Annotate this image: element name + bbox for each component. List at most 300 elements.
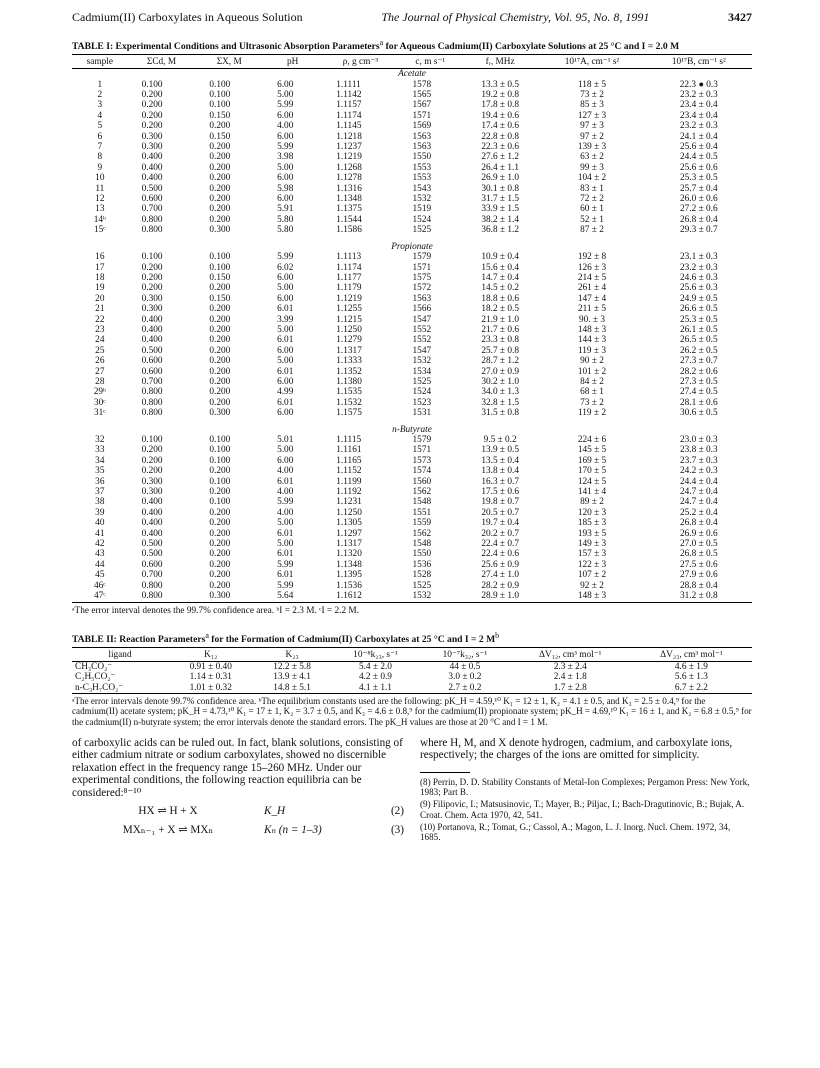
table-cell: 118 ± 5 xyxy=(577,79,606,90)
table-cell: 5.01 xyxy=(277,435,294,445)
table-row xyxy=(72,273,752,283)
table-cell: 28.2 ± 0.6 xyxy=(679,366,718,377)
table-cell: 1.1395 xyxy=(336,570,362,581)
table-cell: 25.7 ± 0.4 xyxy=(679,183,718,194)
table-cell: 32 xyxy=(95,435,105,445)
group-heading: Propionate xyxy=(391,241,433,252)
table-cell: 1.1250 xyxy=(336,324,362,335)
table-cell: 24.2 ± 0.3 xyxy=(679,466,718,477)
table2-caption xyxy=(72,630,752,645)
table-cell: 1.1544 xyxy=(336,214,362,225)
table-cell: 17.5 ± 0.6 xyxy=(481,487,519,498)
table-cell: 1534 xyxy=(412,366,432,377)
table-cell: 1551 xyxy=(412,507,432,518)
table-cell: 0.600 xyxy=(141,194,163,205)
table-cell: 26.6 ± 0.5 xyxy=(679,304,718,315)
table-row xyxy=(72,80,752,90)
table-cell: 1553 xyxy=(412,173,432,184)
table-cell: 0.800 xyxy=(141,214,163,225)
table-cell: 1574 xyxy=(412,466,432,477)
table-cell: 0.800 xyxy=(141,397,163,408)
table-cell: 13 xyxy=(95,204,105,215)
table-row xyxy=(72,529,752,539)
table-cell: 4.99 xyxy=(277,387,294,398)
table-cell: 38 xyxy=(95,497,105,508)
table1-header-cell: ΣX, M xyxy=(195,55,263,69)
table-cell: 5.99 xyxy=(277,142,294,153)
table-cell: 5.80 xyxy=(277,225,294,236)
table2 xyxy=(72,647,752,694)
table-cell: 87 ± 2 xyxy=(580,225,604,236)
page-number: 3427 xyxy=(728,10,752,24)
table-cell: 0.700 xyxy=(141,204,163,215)
table-cell: 0.800 xyxy=(141,225,163,236)
table-cell: 24.7 ± 0.4 xyxy=(679,487,718,498)
table-cell: 15.6 ± 0.4 xyxy=(481,262,519,273)
table-cell: 144 ± 3 xyxy=(577,335,607,346)
table-cell: 1.1192 xyxy=(336,487,362,498)
table-cell: 6.00 xyxy=(277,455,294,466)
table-cell: 1536 xyxy=(412,559,432,570)
table-cell: 99 ± 3 xyxy=(580,162,604,173)
table-row xyxy=(72,539,752,549)
table-cell: 170 ± 5 xyxy=(577,466,607,477)
table1-header-cell: fᵣ, MHz xyxy=(462,55,538,69)
table-cell: 0.200 xyxy=(209,528,231,539)
table-cell: 0.150 xyxy=(209,293,231,304)
table-cell: 27.5 ± 0.6 xyxy=(679,559,718,570)
table-cell: 149 ± 3 xyxy=(577,539,607,550)
table-cell: 13.8 ± 0.4 xyxy=(481,466,519,477)
table-row xyxy=(72,335,752,345)
table-cell: 0.700 xyxy=(141,376,163,387)
table-cell: n-C₃H₇CO₂⁻ xyxy=(75,682,124,693)
table-cell: 148 ± 3 xyxy=(577,324,607,335)
table-cell: 24.7 ± 0.4 xyxy=(679,497,718,508)
table-cell: 44 xyxy=(95,559,105,570)
table-cell: 0.200 xyxy=(209,204,231,215)
table-row xyxy=(72,445,752,455)
table-cell: 0.200 xyxy=(209,539,231,550)
table-cell: 89 ± 2 xyxy=(580,497,604,508)
table-cell: 4.6 ± 1.9 xyxy=(674,661,708,672)
table-cell: 17.8 ± 0.8 xyxy=(481,100,519,111)
table-row xyxy=(72,466,752,476)
table-cell: 17.4 ± 0.6 xyxy=(481,121,519,132)
table-cell: 19.7 ± 0.4 xyxy=(481,518,519,529)
table-cell: 1553 xyxy=(412,162,432,173)
table-cell: 119 ± 2 xyxy=(577,408,606,419)
table-cell: 5.00 xyxy=(277,518,294,529)
table-cell: 1.1348 xyxy=(336,559,362,570)
equation-3-constant: Kₙ (n = 1–3) xyxy=(264,823,322,836)
table-cell: 92 ± 2 xyxy=(580,580,604,591)
table-cell: 0.200 xyxy=(209,152,231,163)
table-row xyxy=(72,163,752,173)
table-cell: 4.00 xyxy=(277,121,294,132)
group-heading-row xyxy=(72,69,752,80)
table-cell: CH₃CO₂⁻ xyxy=(75,661,113,672)
table1-header-row xyxy=(72,55,752,69)
table-cell: 18 xyxy=(95,272,105,283)
table-cell: 18.8 ± 0.6 xyxy=(481,293,519,304)
table-cell: 25 xyxy=(95,345,105,356)
table-cell: 97 ± 3 xyxy=(580,121,604,132)
table-cell: 12.2 ± 5.8 xyxy=(273,661,311,672)
table-cell: 0.200 xyxy=(209,376,231,387)
table-cell: 0.200 xyxy=(209,183,231,194)
table-cell: 6.01 xyxy=(277,528,294,539)
table-cell: 6.01 xyxy=(277,570,294,581)
table-cell: 0.600 xyxy=(141,559,163,570)
table-cell: 6.00 xyxy=(277,345,294,356)
table-row xyxy=(72,173,752,183)
table-cell: 0.100 xyxy=(209,90,231,100)
table-cell: 1.1219 xyxy=(336,152,362,163)
table2-title: Reaction Parameters xyxy=(119,633,206,645)
table-cell: 34.0 ± 1.3 xyxy=(481,387,519,398)
table-cell: 28.2 ± 0.9 xyxy=(481,580,519,591)
table-cell: 6.00 xyxy=(277,173,294,184)
table-cell: 44 ± 0.5 xyxy=(449,661,481,672)
table-cell: 90. ± 3 xyxy=(578,314,605,325)
table-cell: 1562 xyxy=(412,528,432,539)
table-cell: 147 ± 4 xyxy=(577,293,607,304)
table-cell: 0.200 xyxy=(209,366,231,377)
table-cell: 14.5 ± 0.2 xyxy=(481,283,519,294)
table-cell: 22.3 ± 0.6 xyxy=(481,142,519,153)
table-cell: 46ᶜ xyxy=(93,580,106,591)
table-cell: 27.4 ± 1.0 xyxy=(481,570,519,581)
table-cell: 0.150 xyxy=(209,272,231,283)
table-cell: 27.9 ± 0.6 xyxy=(679,570,718,581)
table-cell: 1550 xyxy=(412,152,432,163)
table-cell: 145 ± 5 xyxy=(577,445,607,456)
table-cell: 7 xyxy=(97,142,103,153)
table-cell: 24.9 ± 0.5 xyxy=(679,293,718,304)
table-cell: 0.200 xyxy=(209,397,231,408)
table-cell: 0.200 xyxy=(141,466,163,477)
table-cell: 6.01 xyxy=(277,304,294,315)
table-cell: 1.1174 xyxy=(336,262,362,273)
table-cell: 2 xyxy=(97,90,103,100)
table-cell: 10.9 ± 0.4 xyxy=(481,252,519,263)
table-cell: 1562 xyxy=(412,487,432,498)
table-cell: 60 ± 1 xyxy=(580,204,604,215)
table1-header-cell: ρ, g cm⁻³ xyxy=(322,55,398,69)
right-paragraph: where H, M, and X denote hydrogen, cadmium, and carboxylate ions, respectively; the charges of the ions are omitted for simplicity. xyxy=(420,736,733,762)
table-cell: 1.1352 xyxy=(336,366,362,377)
table-cell: 26.0 ± 0.6 xyxy=(679,194,718,205)
table-cell: 31.7 ± 1.5 xyxy=(481,194,519,205)
table-cell: 0.300 xyxy=(141,304,163,315)
table-cell: 27 xyxy=(95,366,105,377)
table2-body xyxy=(72,661,752,693)
table-cell: 26.5 ± 0.5 xyxy=(679,335,718,346)
table-row xyxy=(72,591,752,602)
table-cell: 107 ± 2 xyxy=(577,570,607,581)
table-cell: 1566 xyxy=(412,304,432,315)
table1-caption-sup: a xyxy=(379,38,384,47)
table2-header-cell: ΔV₁₂, cm³ mol⁻¹ xyxy=(510,647,631,661)
table-cell: 1.1145 xyxy=(336,121,362,132)
table-cell: 6.00 xyxy=(277,110,294,121)
table-cell: 0.200 xyxy=(141,90,163,100)
table-cell: 1569 xyxy=(412,121,432,132)
table-cell: 0.700 xyxy=(141,570,163,581)
table-cell: 13.5 ± 0.4 xyxy=(481,455,519,466)
table-cell: 24 xyxy=(95,335,105,346)
table-cell: 1519 xyxy=(412,204,432,215)
table-cell: 8 xyxy=(97,152,103,163)
table-cell: 0.800 xyxy=(141,387,163,398)
equation-2-number: (2) xyxy=(390,805,404,818)
group-heading-row xyxy=(72,425,752,435)
table-cell: 1.1255 xyxy=(336,304,362,315)
table-cell: 1.1317 xyxy=(336,345,362,356)
table-cell: 126 ± 3 xyxy=(577,262,607,273)
table-cell: 1578 xyxy=(412,79,432,90)
table-cell: 27.2 ± 0.6 xyxy=(679,204,718,215)
table-cell: 0.200 xyxy=(141,110,163,121)
table-cell: 6.00 xyxy=(277,79,294,90)
table-row xyxy=(72,672,752,682)
table-cell: 0.300 xyxy=(209,408,231,419)
table-cell: 23.2 ± 0.3 xyxy=(679,121,718,132)
table-cell: 139 ± 3 xyxy=(577,142,607,153)
table-cell: 0.91 ± 0.40 xyxy=(189,661,232,672)
equation-3 xyxy=(72,824,404,837)
table-cell: 0.100 xyxy=(209,79,231,90)
table-cell: 4.00 xyxy=(277,466,294,477)
running-header xyxy=(72,10,752,28)
table-cell: 1.1115 xyxy=(336,435,362,445)
table2-header-row xyxy=(72,647,752,661)
table-cell: 1.1348 xyxy=(336,194,362,205)
table-cell: 3 xyxy=(97,100,103,111)
table-cell: 1.14 ± 0.31 xyxy=(189,672,232,683)
table-cell: 26.4 ± 1.1 xyxy=(481,162,519,173)
table2-header-cell: K₁₂ xyxy=(168,647,253,661)
table-row xyxy=(72,435,752,445)
table-cell: 0.400 xyxy=(141,162,163,173)
table-cell: 25.6 ± 0.6 xyxy=(679,162,718,173)
table-cell: 39 xyxy=(95,507,105,518)
table-cell: 0.100 xyxy=(141,252,163,263)
table-cell: 25.7 ± 0.8 xyxy=(481,345,519,356)
table-cell: 27.0 ± 0.5 xyxy=(679,539,718,550)
table-cell: 26.1 ± 0.5 xyxy=(679,324,718,335)
table-cell: 3.98 xyxy=(277,152,294,163)
table-cell: 1547 xyxy=(412,345,432,356)
group-heading: n-Butyrate xyxy=(392,424,432,435)
table-cell: 22 xyxy=(95,314,105,325)
table-cell: 5.98 xyxy=(277,183,294,194)
table-row xyxy=(72,570,752,580)
table-cell: 27.6 ± 1.2 xyxy=(481,152,519,163)
table-cell: 1547 xyxy=(412,314,432,325)
table-row xyxy=(72,304,752,314)
table-cell: 23.7 ± 0.3 xyxy=(679,455,718,466)
table-cell: 14.8 ± 5.1 xyxy=(273,682,311,693)
table-cell: 73 ± 2 xyxy=(580,90,604,100)
table-cell: 34 xyxy=(95,455,105,466)
table-cell: 1567 xyxy=(412,100,432,111)
table-cell: 27.3 ± 0.5 xyxy=(679,376,718,387)
table-cell: 0.400 xyxy=(141,173,163,184)
table-cell: 1.1279 xyxy=(336,335,362,346)
table2-header-cell: K₂₃ xyxy=(253,647,330,661)
table-cell: 1.1575 xyxy=(336,408,362,419)
table-row xyxy=(72,549,752,559)
table-cell: 25.6 ± 0.4 xyxy=(679,142,718,153)
table-cell: 0.200 xyxy=(141,445,163,456)
table-cell: 30ᶜ xyxy=(93,397,106,408)
table-cell: 0.200 xyxy=(209,214,231,225)
table-cell: 0.200 xyxy=(209,518,231,529)
table-cell: 0.200 xyxy=(209,194,231,205)
body-columns xyxy=(72,737,752,845)
table2-caption-sup2: b xyxy=(495,630,500,640)
running-title: Cadmium(II) Carboxylates in Aqueous Solution xyxy=(72,10,303,24)
table-cell: 1.1113 xyxy=(336,252,362,263)
equation-2-formula: HX ⇌ H + X xyxy=(138,805,198,818)
table-cell: 0.600 xyxy=(141,366,163,377)
table-cell: 120 ± 3 xyxy=(577,507,607,518)
table-row xyxy=(72,132,752,142)
reference-9: (9) Filipovic, I.; Matsusinovic, T.; Mayer, B.; Piljac, I.; Bach-Dragutinovic, B.; Bujak, A. Croat. Chem. Acta 1970, 42, 541. xyxy=(420,799,745,820)
table-cell: 1.1111 xyxy=(336,79,361,90)
table-cell: 31ᶜ xyxy=(93,408,106,419)
table-cell: 5.80 xyxy=(277,214,294,225)
table-cell: 0.150 xyxy=(209,131,231,142)
table-row xyxy=(72,683,752,694)
table-cell: 169 ± 5 xyxy=(577,455,607,466)
table-cell: 29.3 ± 0.7 xyxy=(679,225,718,236)
table-cell: 1548 xyxy=(412,539,432,550)
table-row xyxy=(72,121,752,131)
table-cell: 6.01 xyxy=(277,476,294,487)
table-cell: 31.5 ± 0.8 xyxy=(481,408,519,419)
table-cell: 4.1 ± 1.1 xyxy=(358,682,392,693)
table-cell: 43 xyxy=(95,549,105,560)
table-row xyxy=(72,252,752,262)
table-cell: 6.7 ± 2.2 xyxy=(674,682,708,693)
table-cell: 28.9 ± 1.0 xyxy=(481,591,519,602)
table-cell: 23 xyxy=(95,324,105,335)
table-row xyxy=(72,294,752,304)
table-cell: 0.400 xyxy=(141,497,163,508)
table-cell: 22.4 ± 0.7 xyxy=(481,539,519,550)
table-cell: 0.100 xyxy=(209,497,231,508)
table-cell: 6.00 xyxy=(277,272,294,283)
table-cell: 4.2 ± 0.9 xyxy=(358,672,392,683)
table-cell: 1523 xyxy=(412,397,432,408)
table-cell: 0.200 xyxy=(209,314,231,325)
table-cell: 0.100 xyxy=(209,445,231,456)
table-cell: 1.01 ± 0.32 xyxy=(189,682,232,693)
table-cell: 0.200 xyxy=(209,173,231,184)
table-row xyxy=(72,215,752,225)
table-row xyxy=(72,100,752,110)
table-cell: 1571 xyxy=(412,445,432,456)
table-cell: 35 xyxy=(95,466,105,477)
table1-header-cell: ΣCd, M xyxy=(128,55,196,69)
table-row xyxy=(72,111,752,121)
table-cell: 22.8 ± 0.8 xyxy=(481,131,519,142)
table-cell: 23.8 ± 0.3 xyxy=(679,445,718,456)
table-cell: 1532 xyxy=(412,194,432,205)
table-cell: 1525 xyxy=(412,376,432,387)
table-cell: 1.1317 xyxy=(336,539,362,550)
table-row xyxy=(72,477,752,487)
table-cell: 5.00 xyxy=(277,162,294,173)
table-cell: 36 xyxy=(95,476,105,487)
table-row xyxy=(72,194,752,204)
table-cell: 14.7 ± 0.4 xyxy=(481,272,519,283)
table-cell: 0.400 xyxy=(141,335,163,346)
table-cell: 1.1199 xyxy=(336,476,362,487)
table-cell: 0.800 xyxy=(141,408,163,419)
table-cell: 0.400 xyxy=(141,507,163,518)
table1-header-cell: sample xyxy=(72,55,128,69)
table-cell: 0.200 xyxy=(209,356,231,367)
table-cell: 33 xyxy=(95,445,105,456)
table-cell: 261 ± 4 xyxy=(577,283,607,294)
table-row xyxy=(72,377,752,387)
table-cell: 0.200 xyxy=(141,283,163,294)
table-cell: 23.2 ± 0.3 xyxy=(679,90,718,100)
table-row xyxy=(72,325,752,335)
table-cell: 0.200 xyxy=(209,580,231,591)
table-cell: 21 xyxy=(95,304,105,315)
table2-footnote: ᵃThe error intervals denote 99.7% confidence area. ᵇThe equilibrium constants used are the following: pK_H = 4.59,¹⁰ K₁ = 12 ± 1, K₂ = 4.1 ± 0.5, and K₃ = 2.5 ± 0.4,⁹ for the cadmium(II) acetate system; pK_H = 4.73,¹⁰ K₁ = 17 ± 1, K₂ = 3.7 ± 0.5, and K₃ = 4.6 ± 0.8,⁹ for the cadmium(II) propionate system; pK_H = 4.69,¹⁰ K₁ = 16 ± 1, and K₂ = 6.8 ± 0.5,⁹ for the cadmium(II) n-butyrate system; the error intervals denote the standard errors. The pK_H values are those at 20 °C and I = 1 M. xyxy=(72,695,752,727)
table-cell: 17 xyxy=(95,262,105,273)
table-cell: 0.200 xyxy=(209,487,231,498)
table-cell: 1531 xyxy=(412,408,432,419)
table-cell: 0.300 xyxy=(141,293,163,304)
journal-page xyxy=(72,10,752,845)
table-cell: 0.800 xyxy=(141,591,163,602)
table-cell: 0.300 xyxy=(141,142,163,153)
table-cell: 5.99 xyxy=(277,580,294,591)
table-cell: 22.4 ± 0.6 xyxy=(481,549,519,560)
right-column xyxy=(420,737,752,845)
table-cell: 211 ± 5 xyxy=(577,304,606,315)
table-row xyxy=(72,90,752,100)
table-cell: 1.1586 xyxy=(336,225,362,236)
table-cell: 68 ± 1 xyxy=(580,387,604,398)
table-cell: 1571 xyxy=(412,110,432,121)
table-cell: 0.200 xyxy=(209,570,231,581)
table-cell: 1.1237 xyxy=(336,142,362,153)
table-cell: 0.500 xyxy=(141,549,163,560)
table-cell: 0.400 xyxy=(141,314,163,325)
table-cell: 14ᵇ xyxy=(93,214,106,225)
table-cell: 24.6 ± 0.3 xyxy=(679,272,718,283)
table-cell: 27.4 ± 0.5 xyxy=(679,387,718,398)
table-cell: 2.3 ± 2.4 xyxy=(553,661,587,672)
table-cell: 1532 xyxy=(412,591,432,602)
table-cell: 1.1380 xyxy=(336,376,362,387)
table-cell: C₂H₅CO₂⁻ xyxy=(75,672,116,683)
table-cell: 0.100 xyxy=(209,435,231,445)
reference-divider xyxy=(420,772,470,773)
table-cell: 97 ± 2 xyxy=(580,131,604,142)
table-cell: 5.00 xyxy=(277,90,294,100)
table-cell: 1.1165 xyxy=(336,455,362,466)
table-row xyxy=(72,508,752,518)
